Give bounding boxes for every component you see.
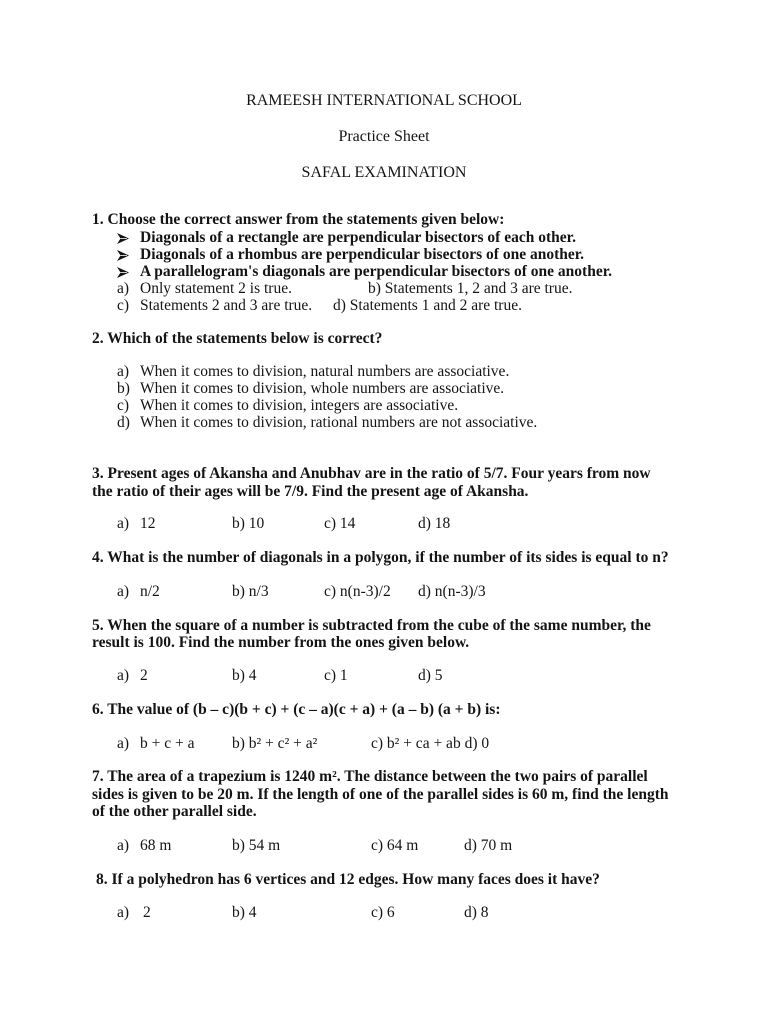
option-c: [371, 837, 418, 854]
option-d-text: 8: [480, 904, 489, 921]
option-label: b): [117, 380, 130, 397]
option-label: d): [418, 583, 431, 600]
option-d-text: When it comes to division, rational numbers are not associative.: [140, 414, 538, 431]
option-d: [418, 515, 450, 532]
option-label: a): [117, 583, 130, 600]
option-a-text: Only statement 2 is true.: [140, 280, 292, 297]
option-c-text: 64 m: [386, 837, 419, 854]
option-d-text: n(n-3)/3: [434, 583, 486, 600]
option-label: a): [117, 904, 130, 921]
question-1-statement-2: Diagonals of a rhombus are perpendicular bisectors of one another.: [140, 246, 585, 263]
option-d: [418, 583, 486, 600]
sheet-title: Practice Sheet: [338, 128, 430, 145]
question-6-text: 6. The value of (b – c)(b + c) + (c – a)(c + a) + (a – b) (a + b) is:: [92, 701, 501, 718]
question-2-text: 2. Which of the statements below is correct?: [92, 330, 383, 347]
option-a-text: 12: [140, 515, 156, 532]
question-7-text-line-1: 7. The area of a trapezium is 1240 m². The distance between the two pairs of parallel: [92, 768, 648, 785]
option-label: c): [324, 515, 337, 532]
question-7-text-line-3: of the other parallel side.: [92, 803, 257, 820]
option-b-text: 10: [248, 515, 265, 532]
option-c: [371, 904, 395, 921]
option-label: c): [324, 667, 337, 684]
option-b: [232, 667, 257, 684]
option-label: d): [464, 837, 477, 854]
option-c: [324, 667, 348, 684]
option-b-text: Statements 1, 2 and 3 are true.: [384, 280, 573, 297]
option-c: [324, 515, 355, 532]
option-label: d): [117, 414, 130, 431]
option-label: b): [232, 735, 245, 752]
option-c-text: n(n-3)/2: [339, 583, 391, 600]
option-b-text: n/3: [248, 583, 269, 600]
option-label: b): [368, 280, 381, 297]
option-label: b): [232, 904, 245, 921]
option-c-text: When it comes to division, integers are associative.: [140, 397, 459, 414]
question-4-text: 4. What is the number of diagonals in a polygon, if the number of its sides is equal to n?: [92, 549, 669, 566]
option-d: [464, 904, 489, 921]
option-d: [418, 667, 443, 684]
option-label: c): [117, 397, 130, 414]
question-5-text-line-2: result is 100. Find the number from the ones given below.: [92, 634, 470, 651]
option-label: a): [117, 837, 130, 854]
option-b: [232, 583, 269, 600]
option-b-text: 54 m: [248, 837, 281, 854]
option-a-text: 2: [140, 667, 148, 684]
option-b: [368, 280, 572, 297]
option-c-d: [371, 735, 489, 752]
option-a-text: When it comes to division, natural numbers are associative.: [140, 363, 510, 380]
option-label: b): [232, 667, 245, 684]
option-b: [232, 837, 280, 854]
option-c-text: Statements 2 and 3 are true.: [140, 297, 313, 314]
option-b: [232, 515, 264, 532]
option-b: [232, 735, 317, 752]
option-label: c): [117, 297, 130, 314]
option-a-text: 68 m: [140, 837, 172, 854]
option-label: b): [232, 515, 245, 532]
question-7-text-line-2: sides is given to be 20 m. If the length of one of the parallel sides is 60 m, find the length: [92, 786, 669, 803]
option-label: c): [371, 735, 384, 752]
option-d: [333, 297, 522, 314]
option-d: [464, 837, 512, 854]
option-d-text: 70 m: [480, 837, 513, 854]
question-8-text: 8. If a polyhedron has 6 vertices and 12 edges. How many faces does it have?: [96, 871, 600, 888]
option-label: b): [232, 583, 245, 600]
option-b-text: 4: [248, 667, 257, 684]
option-label: a): [117, 363, 130, 380]
option-label: d): [418, 515, 431, 532]
option-c-text: b² + ca + ab: [386, 735, 461, 752]
arrowhead-bullet-icon: [117, 233, 129, 244]
option-d-text: 18: [434, 515, 451, 532]
option-label: b): [232, 837, 245, 854]
option-c: [324, 583, 391, 600]
exam-title: SAFAL EXAMINATION: [301, 164, 467, 181]
question-3-text-line-2: the ratio of their ages will be 7/9. Find the present age of Akansha.: [92, 483, 529, 500]
option-c-text: 14: [339, 515, 356, 532]
option-d-text: 5: [434, 667, 443, 684]
option-label: a): [117, 280, 130, 297]
option-label: a): [117, 735, 130, 752]
option-c-text: 1: [339, 667, 348, 684]
option-label: a): [117, 667, 130, 684]
option-b-text: b² + c² + a²: [248, 735, 318, 752]
option-label: d): [464, 904, 477, 921]
option-a-text: 2: [143, 904, 151, 921]
question-1-text: 1. Choose the correct answer from the statements given below:: [92, 211, 505, 228]
option-label: c): [324, 583, 337, 600]
arrowhead-bullet-icon: [117, 267, 129, 278]
option-d-text: Statements 1 and 2 are true.: [349, 297, 522, 314]
option-d-text: 0: [481, 735, 490, 752]
option-a-text: b + c + a: [140, 735, 195, 752]
option-c-text: 6: [386, 904, 395, 921]
school-name: RAMEESH INTERNATIONAL SCHOOL: [246, 92, 522, 109]
question-5-text-line-1: 5. When the square of a number is subtracted from the cube of the same number, the: [92, 617, 651, 634]
option-label: d): [418, 667, 431, 684]
question-3-text-line-1: 3. Present ages of Akansha and Anubhav are in the ratio of 5/7. Four years from now: [92, 465, 651, 482]
question-1-statement-1: Diagonals of a rectangle are perpendicular bisectors of each other.: [140, 229, 576, 246]
option-a-text: n/2: [140, 583, 160, 600]
option-label: a): [117, 515, 130, 532]
option-label: d): [464, 735, 478, 752]
option-b-text: When it comes to division, whole numbers are associative.: [140, 380, 505, 397]
option-label: c): [371, 904, 384, 921]
option-b: [232, 904, 257, 921]
option-label: c): [371, 837, 384, 854]
option-label: d): [333, 297, 346, 314]
arrowhead-bullet-icon: [117, 250, 129, 261]
question-1-statement-3: A parallelogram's diagonals are perpendicular bisectors of one another.: [140, 263, 613, 280]
option-b-text: 4: [248, 904, 257, 921]
